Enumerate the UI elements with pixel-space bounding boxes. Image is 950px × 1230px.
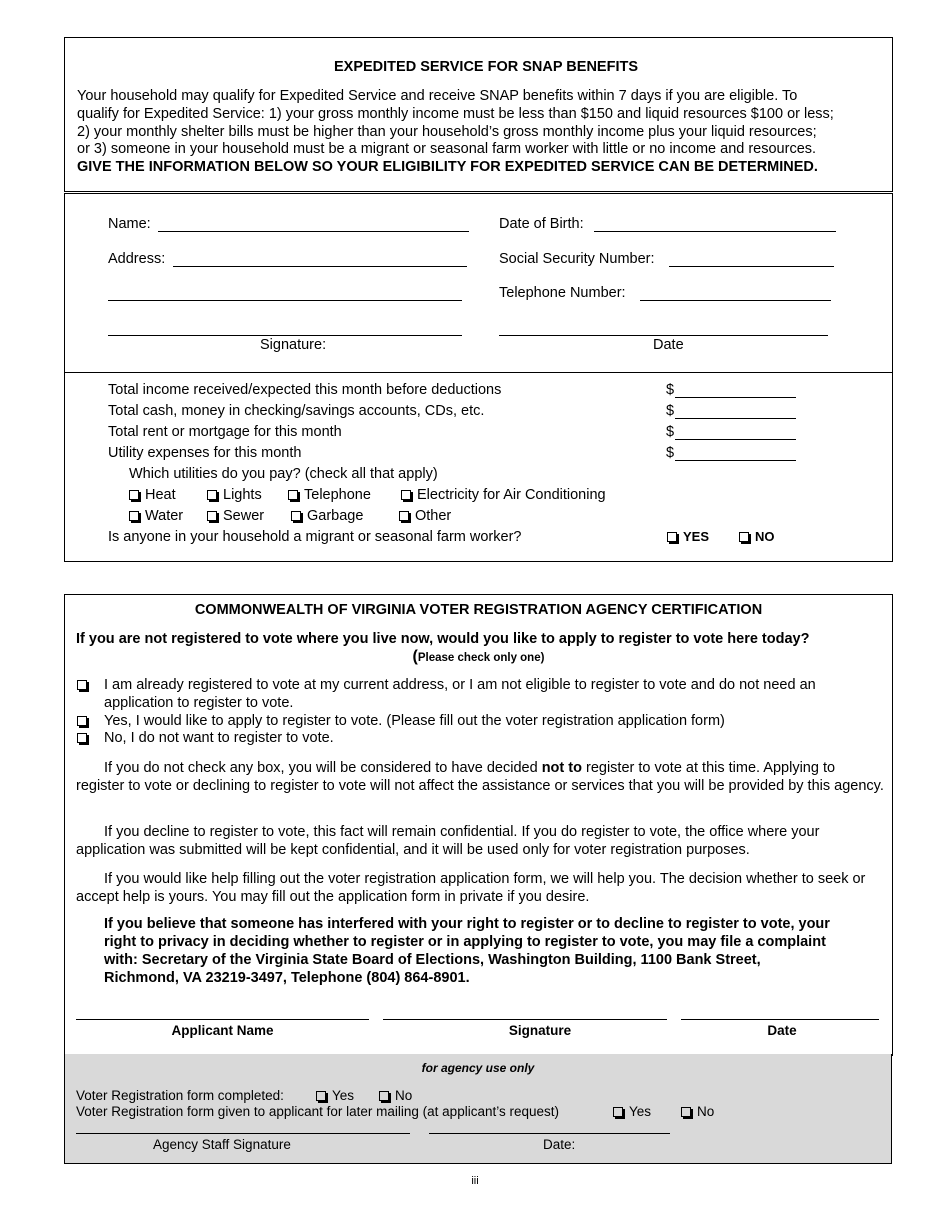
voter-paragraph-3: If you would like help filling out the voter registration application form, we will help you. The decision whether to seek or accept help is yours. You may fill out the application form in private if you desire.: [76, 871, 866, 905]
agency-date-field[interactable]: [429, 1133, 670, 1134]
utility-option-heat[interactable]: Heat: [129, 487, 176, 503]
checkbox-icon: [399, 511, 409, 521]
expedited-intro-line-1: Your household may qualify for Expedited Service and receive SNAP benefits within 7 days if you are eligible. To: [77, 88, 798, 104]
agency-row-2-label: Voter Registration form given to applicant for later mailing (at applicant’s request): [76, 1104, 559, 1119]
utility-dollar-sign: $: [666, 445, 675, 461]
voter-option-3-label: No, I do not want to register to vote.: [104, 730, 334, 746]
migrant-question: Is anyone in your household a migrant or seasonal farm worker?: [108, 529, 522, 545]
cash-field[interactable]: [675, 418, 796, 419]
cash-dollar-sign: $: [666, 403, 675, 419]
agency-row-1-label: Voter Registration form completed:: [76, 1088, 284, 1103]
expedited-intro-line-3: 2) your monthly shelter bills must be higher than your household’s gross monthly income plus your liquid resources;: [77, 124, 817, 140]
checkbox-icon: [77, 716, 87, 726]
ssn-field[interactable]: [669, 266, 834, 267]
applicant-fields-box: [64, 193, 893, 373]
phone-field[interactable]: [640, 300, 831, 301]
utility-option-electricity-ac[interactable]: Electricity for Air Conditioning: [401, 487, 606, 503]
checkbox-icon: [681, 1107, 691, 1117]
utility-field[interactable]: [675, 460, 796, 461]
phone-label: Telephone Number:: [499, 285, 626, 301]
utility-option-other[interactable]: Other: [399, 508, 451, 524]
agency-staff-signature-label: Agency Staff Signature: [153, 1137, 291, 1152]
applicant-date-label: Date: [767, 1023, 797, 1038]
utility-option-water[interactable]: Water: [129, 508, 183, 524]
utility-label: Utility expenses for this month: [108, 445, 302, 461]
checkbox-icon: [207, 511, 217, 521]
checkbox-icon: [288, 490, 298, 500]
complaint-line-2: right to privacy in deciding whether to register or in applying to register to vote, you may file a complaint: [104, 934, 826, 950]
address-field[interactable]: [173, 266, 467, 267]
checkbox-icon: [379, 1091, 389, 1101]
utility-option-garbage[interactable]: Garbage: [291, 508, 363, 524]
expedited-intro-line-4: or 3) someone in your household must be a migrant or seasonal farm worker with little or no income and resources.: [77, 141, 817, 157]
checkbox-icon: [129, 511, 139, 521]
voter-option-2-label: Yes, I would like to apply to register to vote. (Please fill out the voter registration application form): [104, 713, 725, 729]
agency-title: for agency use only: [421, 1061, 535, 1075]
voter-option-no-register[interactable]: [77, 730, 93, 746]
checkbox-icon: [739, 532, 749, 542]
complaint-line-3: with: Secretary of the Virginia State Board of Elections, Washington Building, 1100 Bank Street,: [104, 952, 761, 968]
rent-label: Total rent or mortgage for this month: [108, 424, 342, 440]
dob-field[interactable]: [594, 231, 836, 232]
agency-staff-signature-field[interactable]: [76, 1133, 410, 1134]
agency-row-1-no[interactable]: No: [379, 1088, 412, 1103]
voter-option-1-line-1: I am already registered to vote at my current address, or I am not eligible to register to vote and do not need an: [104, 677, 816, 693]
voter-title: COMMONWEALTH OF VIRGINIA VOTER REGISTRATION AGENCY CERTIFICATION: [194, 602, 763, 618]
utility-option-telephone[interactable]: Telephone: [288, 487, 371, 503]
migrant-yes-option[interactable]: YES: [667, 529, 709, 544]
checkbox-icon: [667, 532, 677, 542]
voter-paragraph-1: If you do not check any box, you will be considered to have decided not to register to vote at this time. Applying to register to vote or declining to register to vote will not affect the assistance or services that you will be provided by this agency.: [76, 760, 884, 794]
signature-label: Signature:: [260, 337, 327, 353]
date-field[interactable]: [499, 335, 828, 336]
agency-row-2-yes[interactable]: Yes: [613, 1104, 651, 1119]
page-number: iii: [471, 1175, 479, 1187]
utility-option-sewer[interactable]: Sewer: [207, 508, 264, 524]
checkbox-icon: [316, 1091, 326, 1101]
voter-paragraph-2: If you decline to register to vote, this fact will remain confidential. If you do register to vote, the office where your application was submitted will be kept confidential, and it will be used only for voter registration purposes.: [76, 824, 820, 858]
complaint-line-4: Richmond, VA 23219-3497, Telephone (804) 864-8901.: [104, 970, 470, 986]
agency-row-1-yes[interactable]: Yes: [316, 1088, 354, 1103]
checkbox-icon: [291, 511, 301, 521]
ssn-label: Social Security Number:: [499, 251, 655, 267]
rent-field[interactable]: [675, 439, 796, 440]
income-label: Total income received/expected this month before deductions: [108, 382, 502, 398]
checkbox-icon: [207, 490, 217, 500]
voter-option-1-line-2: application to register to vote.: [104, 695, 294, 711]
expedited-title: EXPEDITED SERVICE FOR SNAP BENEFITS: [333, 59, 639, 75]
agency-date-label: Date:: [543, 1137, 576, 1152]
checkbox-icon: [77, 680, 87, 690]
income-field[interactable]: [675, 397, 796, 398]
date-label: Date: [653, 337, 684, 353]
income-dollar-sign: $: [666, 382, 675, 398]
address-label: Address:: [108, 251, 166, 267]
voter-option-already-registered[interactable]: [77, 677, 93, 693]
utility-option-lights[interactable]: Lights: [207, 487, 262, 503]
applicant-name-label: Applicant Name: [171, 1023, 274, 1038]
agency-row-2-no[interactable]: No: [681, 1104, 714, 1119]
applicant-signature-label: Signature: [508, 1023, 572, 1038]
voter-check-note: (Please check only one): [412, 648, 545, 665]
dob-label: Date of Birth:: [499, 216, 584, 232]
checkbox-icon: [401, 490, 411, 500]
signature-field[interactable]: [108, 335, 462, 336]
checkbox-icon: [613, 1107, 623, 1117]
cash-label: Total cash, money in checking/savings accounts, CDs, etc.: [108, 403, 485, 419]
checkbox-icon: [129, 490, 139, 500]
voter-option-yes-register[interactable]: [77, 713, 93, 729]
migrant-no-option[interactable]: NO: [739, 529, 775, 544]
address-field-line-2[interactable]: [108, 300, 462, 301]
checkbox-icon: [77, 733, 87, 743]
expedited-intro-line-2: qualify for Expedited Service: 1) your gross monthly income must be less than $150 and liquid resources $100 or less;: [77, 106, 834, 122]
applicant-name-field[interactable]: [76, 1019, 369, 1020]
complaint-line-1: If you believe that someone has interfered with your right to register or to decline to register to vote, your: [104, 916, 830, 932]
applicant-signature-field[interactable]: [383, 1019, 667, 1020]
applicant-date-field[interactable]: [681, 1019, 879, 1020]
voter-question: If you are not registered to vote where you live now, would you like to apply to register to vote here today?: [76, 631, 810, 647]
rent-dollar-sign: $: [666, 424, 675, 440]
utilities-question: Which utilities do you pay? (check all that apply): [129, 466, 438, 482]
expedited-intro-bold: GIVE THE INFORMATION BELOW SO YOUR ELIGIBILITY FOR EXPEDITED SERVICE CAN BE DETERMINED.: [77, 159, 818, 175]
name-label: Name:: [108, 216, 151, 232]
name-field[interactable]: [158, 231, 469, 232]
